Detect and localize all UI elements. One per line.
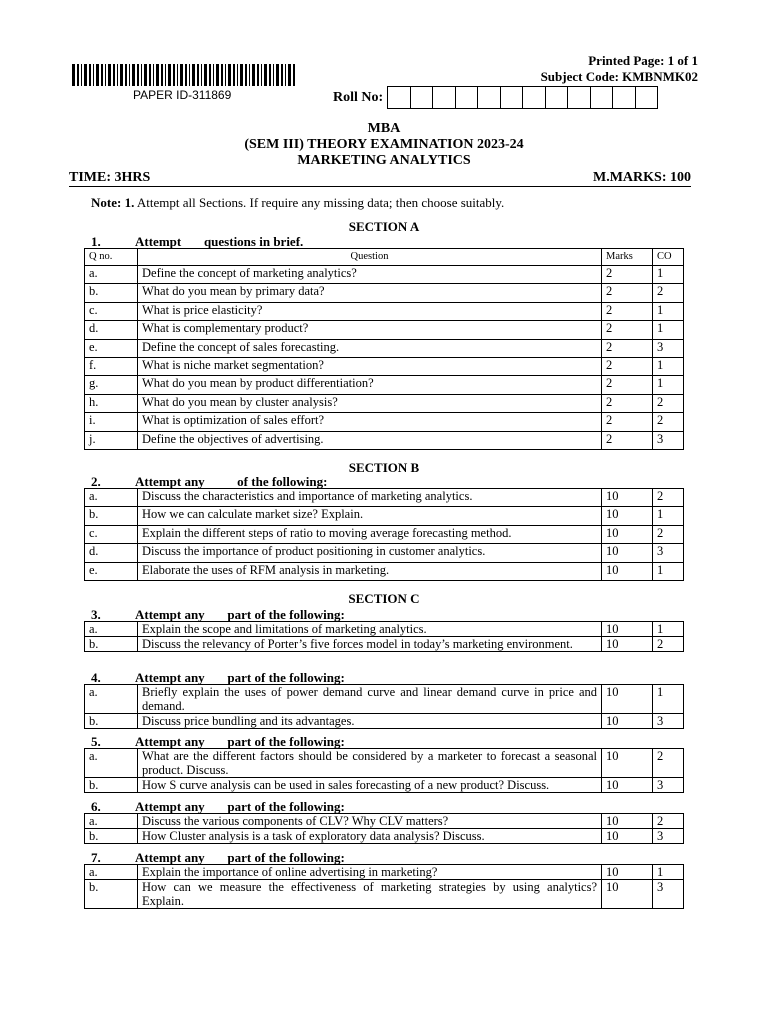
question-label: c. <box>85 302 138 320</box>
question-row <box>85 431 684 449</box>
question-co: 1 <box>653 357 684 375</box>
question-label: d. <box>85 321 138 339</box>
question-co: 1 <box>653 376 684 394</box>
section-b-table <box>84 488 684 581</box>
question-5-table <box>84 748 684 793</box>
question-marks: 10 <box>602 865 653 880</box>
question-marks: 2 <box>602 302 653 320</box>
question-co: 3 <box>653 829 684 844</box>
roll-digit-box <box>456 86 479 109</box>
question-co: 3 <box>653 778 684 793</box>
question-marks: 10 <box>602 489 653 507</box>
question-row <box>85 814 684 829</box>
question-instruction: Attempt any part of the following: <box>135 670 345 685</box>
question-number: 4. <box>91 670 101 685</box>
roll-number-row <box>333 86 658 109</box>
question-text: Define the objectives of advertising. <box>138 431 602 449</box>
roll-digit-box <box>411 86 434 109</box>
question-label: c. <box>85 525 138 543</box>
question-co: 1 <box>653 622 684 637</box>
question-text: Discuss the importance of product positioning in customer analytics. <box>138 544 602 562</box>
question-co: 1 <box>653 321 684 339</box>
question-co: 2 <box>653 637 684 652</box>
question-label: a. <box>85 865 138 880</box>
question-row <box>85 544 684 562</box>
header-right <box>541 53 698 85</box>
question-label: b. <box>85 284 138 302</box>
exam-title: (SEM III) THEORY EXAMINATION 2023-24 <box>244 137 524 152</box>
question-text: Define the concept of sales forecasting. <box>138 339 602 357</box>
question-row <box>85 376 684 394</box>
question-number: 3. <box>91 607 101 622</box>
question-row <box>85 394 684 412</box>
question-label: b. <box>85 829 138 844</box>
question-text: How S curve analysis can be used in sales forecasting of a new product? Discuss. <box>138 778 602 793</box>
exam-time: TIME: 3HRS <box>69 170 151 185</box>
question-text: How we can calculate market size? Explain. <box>138 507 602 525</box>
roll-digit-box <box>636 86 659 109</box>
barcode-image <box>72 64 298 86</box>
question-row <box>85 413 684 431</box>
question-row <box>85 622 684 637</box>
question-marks: 2 <box>602 431 653 449</box>
question-row <box>85 880 684 909</box>
question-co: 1 <box>653 302 684 320</box>
subject-title: MARKETING ANALYTICS <box>297 153 471 168</box>
question-marks: 10 <box>602 622 653 637</box>
question-label: b. <box>85 714 138 729</box>
question-co: 1 <box>653 507 684 525</box>
question-co: 1 <box>653 685 684 714</box>
question-marks: 2 <box>602 339 653 357</box>
time-marks-row <box>69 170 691 187</box>
question-co: 2 <box>653 394 684 412</box>
question-text: Discuss the characteristics and importance of marketing analytics. <box>138 489 602 507</box>
question-label: e. <box>85 562 138 580</box>
question-co: 2 <box>653 749 684 778</box>
question-row <box>85 685 684 714</box>
question-text: Explain the scope and limitations of marketing analytics. <box>138 622 602 637</box>
question-number: 6. <box>91 799 101 814</box>
question-3-table <box>84 621 684 652</box>
section-a-title: SECTION A <box>348 219 420 234</box>
roll-digit-box <box>613 86 636 109</box>
question-4-table <box>84 684 684 729</box>
question-label: a. <box>85 685 138 714</box>
question-marks: 10 <box>602 544 653 562</box>
header-marks: Marks <box>602 249 653 266</box>
question-marks: 2 <box>602 413 653 431</box>
question-label: b. <box>85 778 138 793</box>
question-row <box>85 778 684 793</box>
table-header-row <box>85 249 684 266</box>
question-text: Elaborate the uses of RFM analysis in marketing. <box>138 562 602 580</box>
question-row <box>85 749 684 778</box>
question-marks: 10 <box>602 829 653 844</box>
question-number: 1. <box>91 234 101 249</box>
question-co: 3 <box>653 431 684 449</box>
roll-digit-box <box>501 86 524 109</box>
question-label: d. <box>85 544 138 562</box>
question-text: Define the concept of marketing analytics? <box>138 266 602 284</box>
question-text: What do you mean by product differentiation? <box>138 376 602 394</box>
question-marks: 10 <box>602 778 653 793</box>
question-row <box>85 284 684 302</box>
question-marks: 2 <box>602 394 653 412</box>
question-marks: 10 <box>602 637 653 652</box>
question-row <box>85 266 684 284</box>
roll-digit-box <box>546 86 569 109</box>
question-instruction: Attempt any part of the following: <box>135 799 345 814</box>
subject-code: Subject Code: KMBNMK02 <box>540 69 698 84</box>
question-text: What is price elasticity? <box>138 302 602 320</box>
question-marks: 10 <box>602 749 653 778</box>
roll-digit-box <box>523 86 546 109</box>
question-co: 2 <box>653 525 684 543</box>
header-co: CO <box>653 249 684 266</box>
printed-page: Printed Page: 1 of 1 <box>588 53 698 68</box>
question-label: a. <box>85 489 138 507</box>
max-marks: M.MARKS: 100 <box>593 170 691 185</box>
question-label: b. <box>85 507 138 525</box>
question-6-table <box>84 813 684 844</box>
question-row <box>85 714 684 729</box>
question-text: What is niche market segmentation? <box>138 357 602 375</box>
roll-label: Roll No: <box>333 89 384 105</box>
header-qno: Q no. <box>85 249 138 266</box>
roll-digit-box <box>388 86 411 109</box>
question-label: b. <box>85 880 138 909</box>
question-row <box>85 829 684 844</box>
question-text: Explain the importance of online advertising in marketing? <box>138 865 602 880</box>
question-marks: 10 <box>602 814 653 829</box>
roll-number-boxes <box>387 86 658 109</box>
question-text: How Cluster analysis is a task of exploratory data analysis? Discuss. <box>138 829 602 844</box>
question-marks: 10 <box>602 507 653 525</box>
question-row <box>85 507 684 525</box>
question-marks: 10 <box>602 685 653 714</box>
header-question: Question <box>138 249 602 266</box>
question-marks: 2 <box>602 321 653 339</box>
question-co: 3 <box>653 339 684 357</box>
section-a-table <box>84 248 684 450</box>
question-text: Explain the different steps of ratio to moving average forecasting method. <box>138 525 602 543</box>
question-row <box>85 637 684 652</box>
question-label: a. <box>85 266 138 284</box>
question-row <box>85 562 684 580</box>
question-row <box>85 489 684 507</box>
note-label: Note: 1. <box>91 195 135 210</box>
question-instruction: Attempt any of the following: <box>135 474 328 489</box>
question-co: 2 <box>653 814 684 829</box>
question-marks: 10 <box>602 714 653 729</box>
question-instruction: Attempt any part of the following: <box>135 607 345 622</box>
question-co: 2 <box>653 284 684 302</box>
question-label: b. <box>85 637 138 652</box>
question-text: What do you mean by primary data? <box>138 284 602 302</box>
question-text: Discuss the relevancy of Porter’s five forces model in today’s marketing environment. <box>138 637 602 652</box>
question-row <box>85 525 684 543</box>
roll-digit-box <box>433 86 456 109</box>
question-text: What is complementary product? <box>138 321 602 339</box>
question-text: How can we measure the effectiveness of marketing strategies by using analytics? Explain. <box>138 880 602 909</box>
question-label: e. <box>85 339 138 357</box>
question-marks: 2 <box>602 357 653 375</box>
question-co: 1 <box>653 562 684 580</box>
question-co: 1 <box>653 266 684 284</box>
program-title: MBA <box>367 121 401 136</box>
question-text: Discuss price bundling and its advantages. <box>138 714 602 729</box>
question-label: h. <box>85 394 138 412</box>
note-text: Attempt all Sections. If require any missing data; then choose suitably. <box>136 195 505 210</box>
question-number: 7. <box>91 850 101 865</box>
question-marks: 2 <box>602 376 653 394</box>
question-row <box>85 339 684 357</box>
question-label: a. <box>85 622 138 637</box>
question-number: 2. <box>91 474 101 489</box>
question-text: Discuss the various components of CLV? Why CLV matters? <box>138 814 602 829</box>
roll-digit-box <box>568 86 591 109</box>
question-marks: 10 <box>602 562 653 580</box>
question-label: f. <box>85 357 138 375</box>
question-marks: 2 <box>602 284 653 302</box>
question-text: What do you mean by cluster analysis? <box>138 394 602 412</box>
paper-id: PAPER ID-311869 <box>133 88 232 102</box>
question-7-table <box>84 864 684 909</box>
question-row <box>85 321 684 339</box>
question-co: 2 <box>653 413 684 431</box>
note <box>91 195 504 211</box>
question-co: 2 <box>653 489 684 507</box>
question-co: 1 <box>653 865 684 880</box>
question-text: Briefly explain the uses of power demand curve and linear demand curve in price and demand. <box>138 685 602 714</box>
question-label: a. <box>85 749 138 778</box>
question-instruction: Attempt any part of the following: <box>135 850 345 865</box>
question-co: 3 <box>653 544 684 562</box>
roll-digit-box <box>478 86 501 109</box>
question-marks: 10 <box>602 880 653 909</box>
question-text: What is optimization of sales effort? <box>138 413 602 431</box>
section-c-title: SECTION C <box>348 591 420 606</box>
question-instruction: Attempt any part of the following: <box>135 734 345 749</box>
question-marks: 2 <box>602 266 653 284</box>
question-number: 5. <box>91 734 101 749</box>
roll-digit-box <box>591 86 614 109</box>
section-b-title: SECTION B <box>348 460 420 475</box>
question-label: i. <box>85 413 138 431</box>
question-row <box>85 865 684 880</box>
question-row <box>85 357 684 375</box>
question-label: a. <box>85 814 138 829</box>
question-row <box>85 302 684 320</box>
question-text: What are the different factors should be considered by a marketer to forecast a seasonal product. Discuss. <box>138 749 602 778</box>
question-instruction: Attempt questions in brief. <box>135 234 304 249</box>
question-co: 3 <box>653 880 684 909</box>
question-label: j. <box>85 431 138 449</box>
question-marks: 10 <box>602 525 653 543</box>
question-label: g. <box>85 376 138 394</box>
question-co: 3 <box>653 714 684 729</box>
